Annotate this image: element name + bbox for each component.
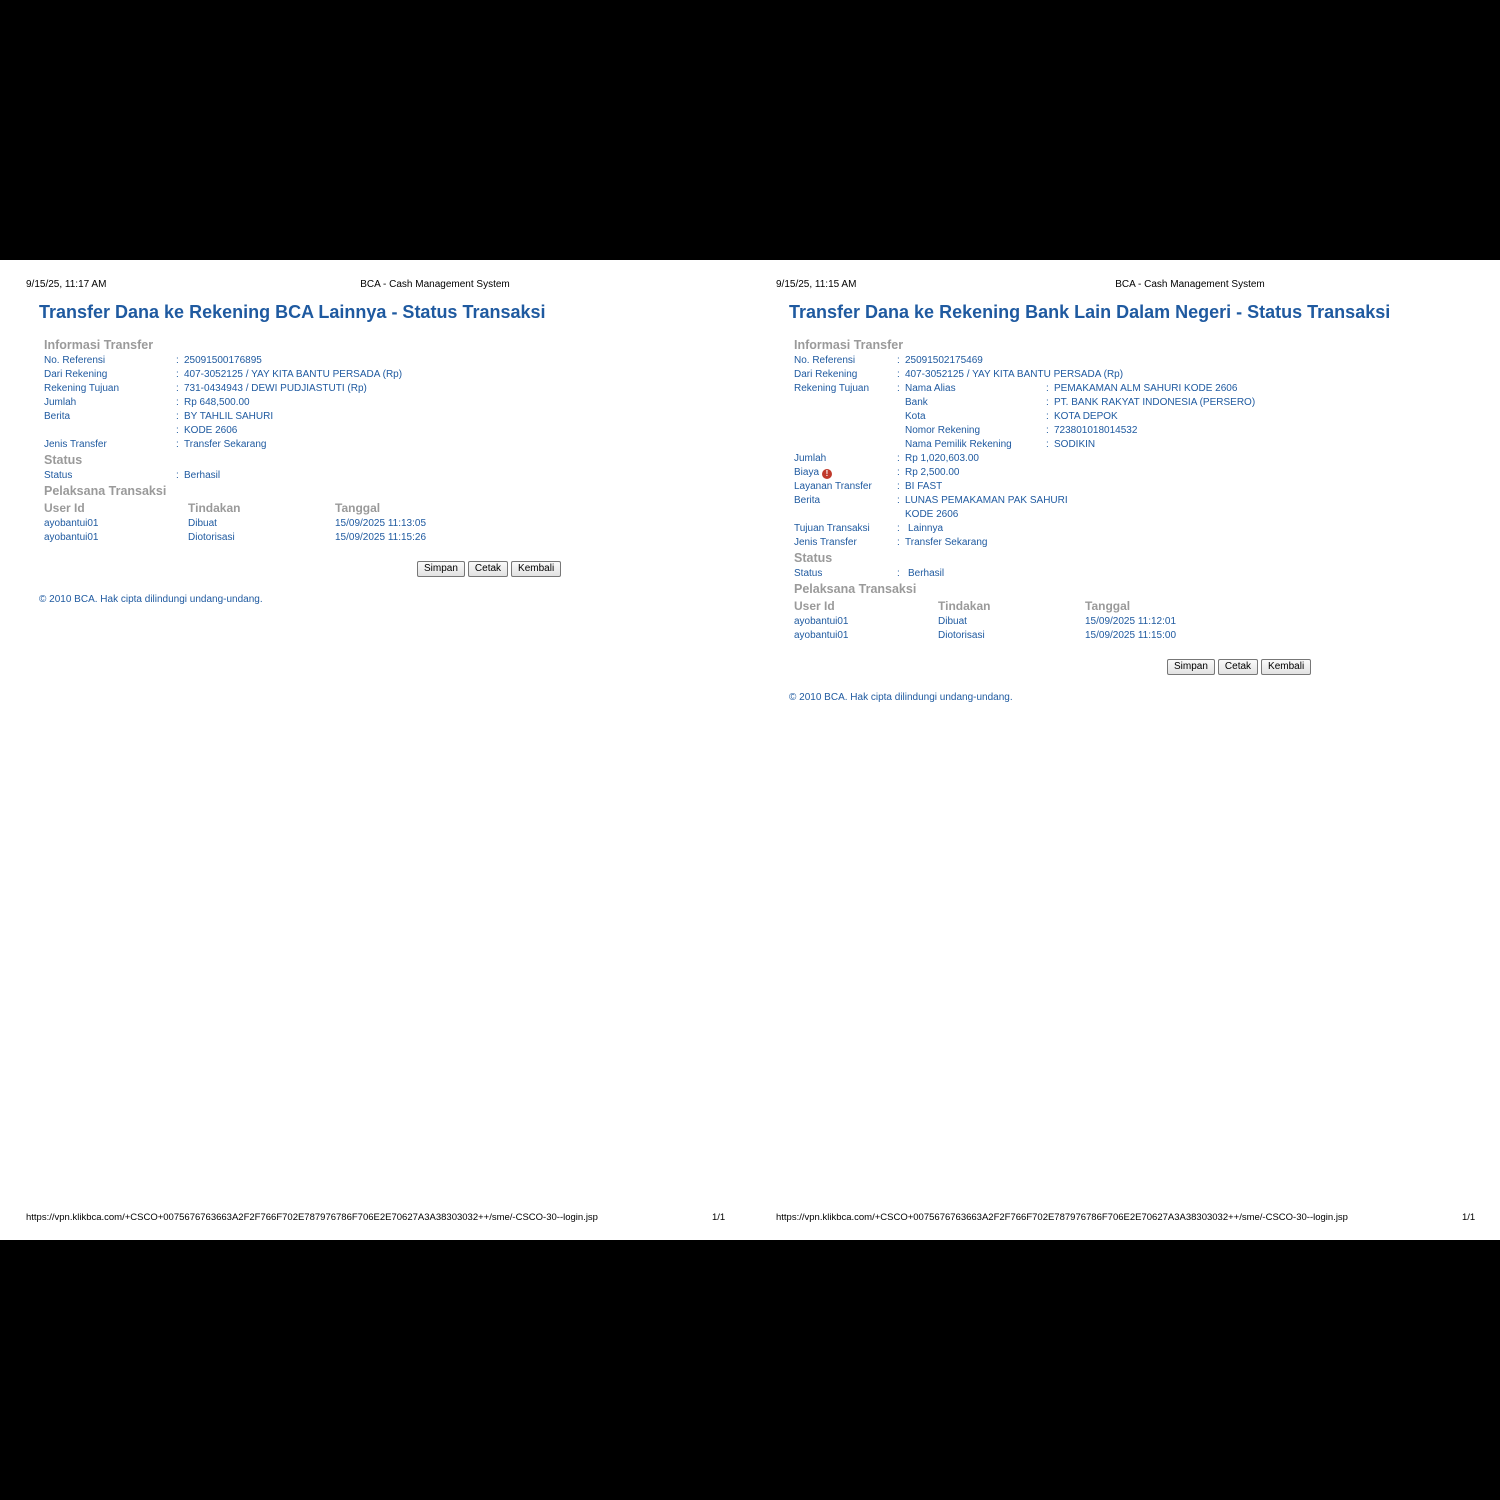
- info-icon[interactable]: !: [822, 469, 832, 479]
- value-nomor-rekening: 723801018014532: [1054, 425, 1138, 436]
- table-cell-tanggal: 15/09/2025 11:15:26: [335, 532, 427, 543]
- colon: :: [1046, 411, 1049, 422]
- label-dari-rekening: Dari Rekening: [794, 369, 858, 380]
- kembali-button[interactable]: Kembali: [1261, 659, 1311, 675]
- value-jenis-transfer: Transfer Sekarang: [905, 537, 988, 548]
- label-berita: Berita: [794, 495, 821, 506]
- footer-url: https://vpn.klikbca.com/+CSCO+0075676763663A2F2F766F702E787976786F706E2E70627A3A38303032++/sme/-CSCO-30--login.jsp: [26, 1212, 598, 1223]
- section-pelaksana-transaksi: Pelaksana Transaksi: [44, 484, 167, 498]
- value-tujuan-transaksi: Lainnya: [908, 523, 944, 534]
- print-date: 9/15/25, 11:15 AM: [776, 279, 857, 290]
- page-title: Transfer Dana ke Rekening BCA Lainnya - Status Transaksi: [39, 302, 546, 322]
- colon: :: [1046, 439, 1049, 450]
- label-jumlah: Jumlah: [794, 453, 827, 464]
- value-berita-line1: LUNAS PEMAKAMAN PAK SAHURI: [905, 495, 1068, 506]
- label-status: Status: [794, 568, 823, 579]
- footer-url: https://vpn.klikbca.com/+CSCO+0075676763663A2F2F766F702E787976786F706E2E70627A3A38303032++/sme/-CSCO-30--login.jsp: [776, 1212, 1348, 1223]
- right-page: [750, 260, 1500, 1240]
- colon: :: [176, 411, 179, 422]
- label-kota: Kota: [905, 411, 926, 422]
- table-cell-user-id: ayobantui01: [44, 532, 99, 543]
- colon: :: [897, 495, 900, 506]
- kembali-button[interactable]: Kembali: [511, 561, 561, 577]
- label-jenis-transfer: Jenis Transfer: [44, 439, 107, 450]
- colon: :: [897, 383, 900, 394]
- label-jumlah: Jumlah: [44, 397, 77, 408]
- value-kota: KOTA DEPOK: [1054, 411, 1118, 422]
- value-rekening-tujuan: 731-0434943 / DEWI PUDJIASTUTI (Rp): [184, 383, 367, 394]
- print-date: 9/15/25, 11:17 AM: [26, 279, 107, 290]
- value-dari-rekening: 407-3052125 / YAY KITA BANTU PERSADA (Rp): [905, 369, 1124, 380]
- table-cell-tindakan: Diotorisasi: [188, 532, 235, 543]
- label-biaya-text: Biaya: [794, 467, 820, 478]
- action-buttons: [417, 561, 561, 577]
- value-jenis-transfer: Transfer Sekarang: [184, 439, 267, 450]
- table-cell-tindakan: Dibuat: [188, 518, 217, 529]
- colon: :: [176, 470, 179, 481]
- label-no-referensi: No. Referensi: [44, 355, 106, 366]
- column-header-tanggal: Tanggal: [335, 501, 381, 515]
- value-status: Berhasil: [184, 470, 221, 481]
- table-cell-tanggal: 15/09/2025 11:15:00: [1085, 630, 1177, 641]
- value-nama-alias: PEMAKAMAN ALM SAHURI KODE 2606: [1054, 383, 1238, 394]
- value-berita-line1: BY TAHLIL SAHURI: [184, 411, 274, 422]
- label-rekening-tujuan: Rekening Tujuan: [794, 383, 870, 394]
- label-nama-pemilik: Nama Pemilik Rekening: [905, 439, 1012, 450]
- label-layanan-transfer: Layanan Transfer: [794, 481, 872, 492]
- print-header-title: BCA - Cash Management System: [1115, 279, 1265, 290]
- section-status: Status: [44, 453, 83, 467]
- label-nama-alias: Nama Alias: [905, 383, 956, 394]
- section-pelaksana-transaksi: Pelaksana Transaksi: [794, 582, 917, 596]
- table-cell-tindakan: Diotorisasi: [938, 630, 985, 641]
- cetak-button[interactable]: Cetak: [1218, 659, 1258, 675]
- value-berita-line2: KODE 2606: [184, 425, 238, 436]
- column-header-tindakan: Tindakan: [938, 599, 991, 613]
- table-cell-user-id: ayobantui01: [794, 616, 849, 627]
- label-no-referensi: No. Referensi: [794, 355, 856, 366]
- value-biaya: Rp 2,500.00: [905, 467, 960, 478]
- column-header-tanggal: Tanggal: [1085, 599, 1131, 613]
- colon: :: [1046, 425, 1049, 436]
- label-dari-rekening: Dari Rekening: [44, 369, 108, 380]
- printed-sheet: [0, 260, 1500, 1240]
- colon: :: [176, 397, 179, 408]
- colon: :: [897, 355, 900, 366]
- action-buttons: [1167, 659, 1311, 675]
- copyright: © 2010 BCA. Hak cipta dilindungi undang-undang.: [789, 692, 1013, 703]
- label-bank: Bank: [905, 397, 928, 408]
- table-cell-tindakan: Dibuat: [938, 616, 967, 627]
- table-cell-user-id: ayobantui01: [44, 518, 99, 529]
- label-tujuan-transaksi: Tujuan Transaksi: [794, 523, 870, 534]
- colon: :: [897, 369, 900, 380]
- footer-page-number: 1/1: [712, 1212, 726, 1223]
- cetak-button[interactable]: Cetak: [468, 561, 508, 577]
- copyright: © 2010 BCA. Hak cipta dilindungi undang-undang.: [39, 594, 263, 605]
- value-jumlah: Rp 648,500.00: [184, 397, 250, 408]
- value-layanan-transfer: BI FAST: [905, 481, 943, 492]
- table-cell-user-id: ayobantui01: [794, 630, 849, 641]
- label-nomor-rekening: Nomor Rekening: [905, 425, 981, 436]
- column-header-user-id: User Id: [44, 501, 85, 515]
- value-no-referensi: 25091502175469: [905, 355, 983, 366]
- colon: :: [897, 568, 900, 579]
- column-header-tindakan: Tindakan: [188, 501, 241, 515]
- colon: :: [1046, 397, 1049, 408]
- value-bank: PT. BANK RAKYAT INDONESIA (PERSERO): [1054, 397, 1256, 408]
- label-biaya: [794, 467, 832, 479]
- colon: :: [897, 481, 900, 492]
- colon: :: [176, 355, 179, 366]
- page-title: Transfer Dana ke Rekening Bank Lain Dalam Negeri - Status Transaksi: [789, 302, 1391, 322]
- left-page: [0, 260, 750, 1240]
- colon: :: [176, 369, 179, 380]
- column-header-user-id: User Id: [794, 599, 835, 613]
- table-cell-tanggal: 15/09/2025 11:12:01: [1085, 616, 1177, 627]
- value-jumlah: Rp 1,020,603.00: [905, 453, 979, 464]
- label-rekening-tujuan: Rekening Tujuan: [44, 383, 120, 394]
- print-header-title: BCA - Cash Management System: [360, 279, 510, 290]
- value-nama-pemilik: SODIKIN: [1054, 439, 1096, 450]
- label-berita: Berita: [44, 411, 71, 422]
- simpan-button[interactable]: Simpan: [417, 561, 465, 577]
- colon: :: [1046, 383, 1049, 394]
- label-status: Status: [44, 470, 73, 481]
- section-status: Status: [794, 551, 833, 565]
- section-informasi-transfer: Informasi Transfer: [794, 338, 904, 352]
- colon: :: [897, 467, 900, 478]
- value-status: Berhasil: [908, 568, 945, 579]
- value-berita-line2: KODE 2606: [905, 509, 959, 520]
- colon: :: [897, 523, 900, 534]
- colon: :: [176, 425, 179, 436]
- value-no-referensi: 25091500176895: [184, 355, 262, 366]
- label-jenis-transfer: Jenis Transfer: [794, 537, 857, 548]
- section-informasi-transfer: Informasi Transfer: [44, 338, 154, 352]
- colon: :: [897, 453, 900, 464]
- table-cell-tanggal: 15/09/2025 11:13:05: [335, 518, 427, 529]
- colon: :: [897, 537, 900, 548]
- colon: :: [176, 439, 179, 450]
- value-dari-rekening: 407-3052125 / YAY KITA BANTU PERSADA (Rp): [184, 369, 403, 380]
- simpan-button[interactable]: Simpan: [1167, 659, 1215, 675]
- colon: :: [176, 383, 179, 394]
- footer-page-number: 1/1: [1462, 1212, 1476, 1223]
